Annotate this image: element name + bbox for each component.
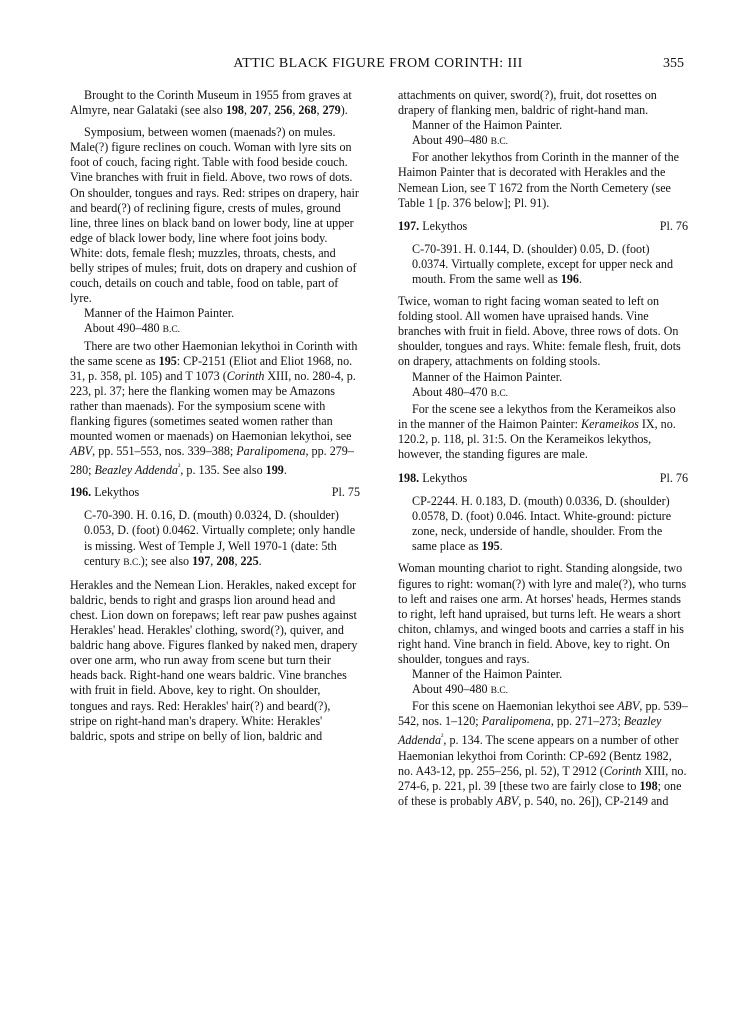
text-run: XIII, no. 274-6, p. 221, pl. 39 [these two are fairly close to — [398, 763, 687, 793]
text-run: , — [234, 553, 241, 568]
cross-reference-number: 196 — [560, 271, 579, 286]
paragraph-comparanda-195 — [70, 339, 360, 479]
comparanda-197 — [398, 402, 688, 462]
cross-reference-number: 268 — [298, 103, 317, 118]
italic-title: ABV — [496, 793, 519, 808]
comparanda-196 — [398, 150, 688, 210]
text-run: , pp. 551–553, nos. 339–388; — [92, 444, 237, 459]
entry-name: Lekythos — [422, 471, 468, 486]
left-column — [70, 88, 360, 744]
cross-reference-number: 197 — [192, 553, 211, 568]
text-run: There are two other Haemonian lekythoi in Corinth with the same scene as — [70, 338, 358, 368]
comparanda-198 — [398, 699, 688, 809]
italic-title: Corinth — [603, 763, 642, 778]
text-run: . — [258, 553, 262, 568]
text-run: , — [268, 103, 275, 118]
date-195 — [70, 321, 360, 338]
italic-title: Beazley Addenda — [94, 463, 178, 478]
text-run: Herakles and the Nemean Lion. Herakles, naked except for baldric, bends to right and grasps lion around head and chest. Lion down on forepaws; left rear paw pushes against Herakles' head. Herakles' clothing, sword(?), quiver, and baldric hang above. Figures flanked by naked men, drapery over one arm, who run away from scene but turn their heads back. Right-hand one wears baldric. Vine branches with fruit in field. Above, key to right. On shoulder, tongues and rays. Red: Herakles' hair(?) and beard(?), stripe on right-hand man's drapery. White: Herakles' baldric, spots and stripe on belly of lion, baldric and — [70, 577, 358, 743]
entry-heading-196 — [70, 485, 360, 501]
description-198 — [398, 561, 688, 667]
edition-superscript: ² — [441, 732, 444, 742]
plate-reference: Pl. 76 — [659, 471, 688, 486]
italic-title: ABV — [617, 699, 640, 714]
catalog-data-197 — [398, 242, 688, 287]
edition-superscript: ² — [177, 462, 181, 472]
cross-reference-number: 195 — [481, 539, 500, 554]
entry-heading-198 — [398, 471, 688, 487]
text-run: Manner of the Haimon Painter. — [84, 306, 235, 321]
text-run: IX, no. 120.2, p. 118, pl. 31:5. On the Kerameikos lekythos, however, the standing figures are male. — [398, 416, 676, 461]
text-run: C-70-391. H. 0.144, D. (shoulder) 0.05, D. (foot) 0.0374. Virtually complete, except for upper neck and mouth. From the same well as — [412, 241, 673, 286]
text-run: For this scene on Haemonian lekythoi see — [412, 699, 618, 714]
text-run: CP-2244. H. 0.183, D. (mouth) 0.0336, D. (shoulder) 0.0578, D. (foot) 0.046. Intact. White-ground: picture zone, neck, underside of handle, shoulder. From the same place as — [412, 494, 672, 554]
era-abbreviation: B.C. — [490, 388, 509, 399]
description-197 — [398, 294, 688, 369]
text-run: , — [243, 103, 250, 118]
italic-title: Paralipomena — [481, 714, 551, 729]
text-run: , p. 540, no. 26]), CP-2149 and — [518, 793, 669, 808]
paragraph-description-195 — [70, 125, 360, 306]
entry-number: 196. — [70, 485, 92, 500]
attribution-195 — [70, 306, 360, 321]
italic-title: ABV — [70, 444, 93, 459]
text-run: Brought to the Corinth Museum in 1955 from graves at Almyre, near Galataki (see also — [70, 88, 352, 118]
page-header — [72, 56, 684, 76]
text-run: . — [283, 463, 287, 478]
cross-reference-number: 199 — [265, 463, 284, 478]
text-run: . — [499, 539, 503, 554]
entry-name: Lekythos — [94, 485, 140, 500]
text-run: For the scene see a lekythos from the Kerameikos also in the manner of the Haimon Painter: — [398, 401, 676, 431]
text-run: , p. 135. See also — [180, 463, 266, 478]
cross-reference-number: 195 — [158, 353, 177, 368]
catalog-data-196 — [70, 508, 360, 570]
date-198 — [398, 682, 688, 699]
cross-reference-number: 225 — [240, 553, 259, 568]
text-run: : CP-2151 (Eliot and Eliot 1968, no. 31, p. 358, pl. 105) and T 1073 ( — [70, 353, 353, 383]
text-run: , pp. 271–273; — [550, 714, 624, 729]
text-run: attachments on quiver, sword(?), fruit, dot rosettes on drapery of flanking men, baldric of right-hand man. — [398, 88, 657, 118]
cross-reference-number: 256 — [274, 103, 293, 118]
catalog-data-198 — [398, 494, 688, 554]
paragraph-provenance — [70, 88, 360, 118]
attribution-197 — [398, 370, 688, 385]
entry-number: 197. — [398, 218, 420, 233]
italic-title: Corinth — [226, 368, 265, 383]
text-run: Symposium, between women (maenads?) on mules. Male(?) figure reclines on couch. Woman with lyre sits on foot of couch, facing right. Table with food beside couch. Vine branches with fruit in field. Above, two rows of dots. On shoulder, tongues and rays. Red: stripes on drapery, hair and beard(?) of reclining figure, crests of mules, ground line, three lines on black band on lower body, line at upper edge of black lower body, line where foot joins body. White: dots, female flesh; muzzles, throats, chests, and belly stripes of mules; fruit, dots on drapery and cushion of couch, details on couch and table, food on table, part of lyre. — [70, 125, 359, 306]
text-run: About 490–480 — [412, 682, 491, 697]
text-run: XIII, no. 280-4, p. 223, pl. 37; here the flanking women may be Amazons rather than maenads). For the symposium scene with flanking figures (sometimes seated women rather than mounted women or maenads) on Haemonian lekythoi, see — [70, 368, 356, 444]
cross-reference-number: 279 — [322, 103, 341, 118]
cross-reference-number: 198 — [639, 778, 658, 793]
date-196 — [398, 133, 688, 150]
right-column — [398, 88, 688, 809]
text-run: Woman mounting chariot to right. Standing alongside, two figures to right: woman(?) with lyre and male(?), who turns to left and raises one arm. At horses' heads, Hermes stands to right, left hand upraised, but turns left. He wears a short chiton, chlamys, and winged boots and carries a staff in his right hand. Vine branch in field. Above, key to right. On shoulder, tongues and rays. — [398, 561, 687, 666]
text-run: . — [578, 271, 582, 286]
page-number: 355 — [663, 56, 684, 71]
running-title: ATTIC BLACK FIGURE FROM CORINTH: III — [233, 56, 523, 71]
text-run: ). — [340, 103, 348, 118]
text-run: ); see also — [140, 553, 193, 568]
description-196 — [70, 578, 360, 744]
text-run: , — [210, 553, 217, 568]
text-run: Manner of the Haimon Painter. — [412, 667, 563, 682]
attribution-198 — [398, 667, 688, 682]
date-197 — [398, 385, 688, 402]
italic-title: Beazley Addenda — [398, 714, 662, 748]
attribution-196 — [398, 118, 688, 133]
text-run: For another lekythos from Corinth in the manner of the Haimon Painter that is decorated with Herakles and the Nemean Lion, see T 1672 from the North Cemetery (see Table 1 [p. 376 below]; Pl. 91). — [398, 150, 680, 210]
cross-reference-number: 207 — [250, 103, 269, 118]
text-run: Twice, woman to right facing woman seated to left on folding stool. All women have upraised hands. Vine branches with fruit in field. Above, three rows of dots. On shoulder, tongues and rays. White: female flesh, fruit, dots on drapery, attachments on folding stools. — [398, 294, 681, 369]
cross-reference-number: 198 — [225, 103, 244, 118]
era-abbreviation: B.C. — [123, 557, 141, 568]
plate-reference: Pl. 76 — [659, 218, 688, 233]
text-run: , pp. 279–280; — [70, 444, 354, 478]
plate-reference: Pl. 75 — [331, 485, 360, 500]
entry-number: 198. — [398, 471, 420, 486]
text-run: , — [316, 103, 323, 118]
era-abbreviation: B.C. — [490, 137, 509, 148]
text-run: , — [292, 103, 299, 118]
text-run: , p. 134. The scene appears on a number of other Haemonian lekythoi from Corinth: CP-692 (Bentz 1982, no. A43-12, pp. 255–256, pl. 52), T 2912 ( — [398, 733, 679, 778]
italic-title: Paralipomena — [236, 444, 306, 459]
cross-reference-number: 208 — [216, 553, 235, 568]
era-abbreviation: B.C. — [490, 686, 509, 697]
text-run: About 480–470 — [412, 384, 491, 399]
italic-title: Kerameikos — [581, 416, 639, 431]
description-196-continued — [398, 88, 688, 118]
text-run: About 490–480 — [412, 133, 491, 148]
text-run: ; one of these is probably — [398, 778, 682, 808]
text-run: Manner of the Haimon Painter. — [412, 118, 563, 133]
text-run: Manner of the Haimon Painter. — [412, 369, 563, 384]
era-abbreviation: B.C. — [162, 325, 181, 336]
text-run: About 490–480 — [84, 321, 163, 336]
entry-name: Lekythos — [422, 218, 468, 233]
text-run: C-70-390. H. 0.16, D. (mouth) 0.0324, D. (shoulder) 0.053, D. (foot) 0.0462. Virtually complete; only handle is missing. West of Temple J, Well 1970-1 (date: 5th century — [84, 508, 356, 568]
entry-heading-197 — [398, 219, 688, 235]
text-run: , pp. 539–542, nos. 1–120; — [398, 699, 688, 729]
